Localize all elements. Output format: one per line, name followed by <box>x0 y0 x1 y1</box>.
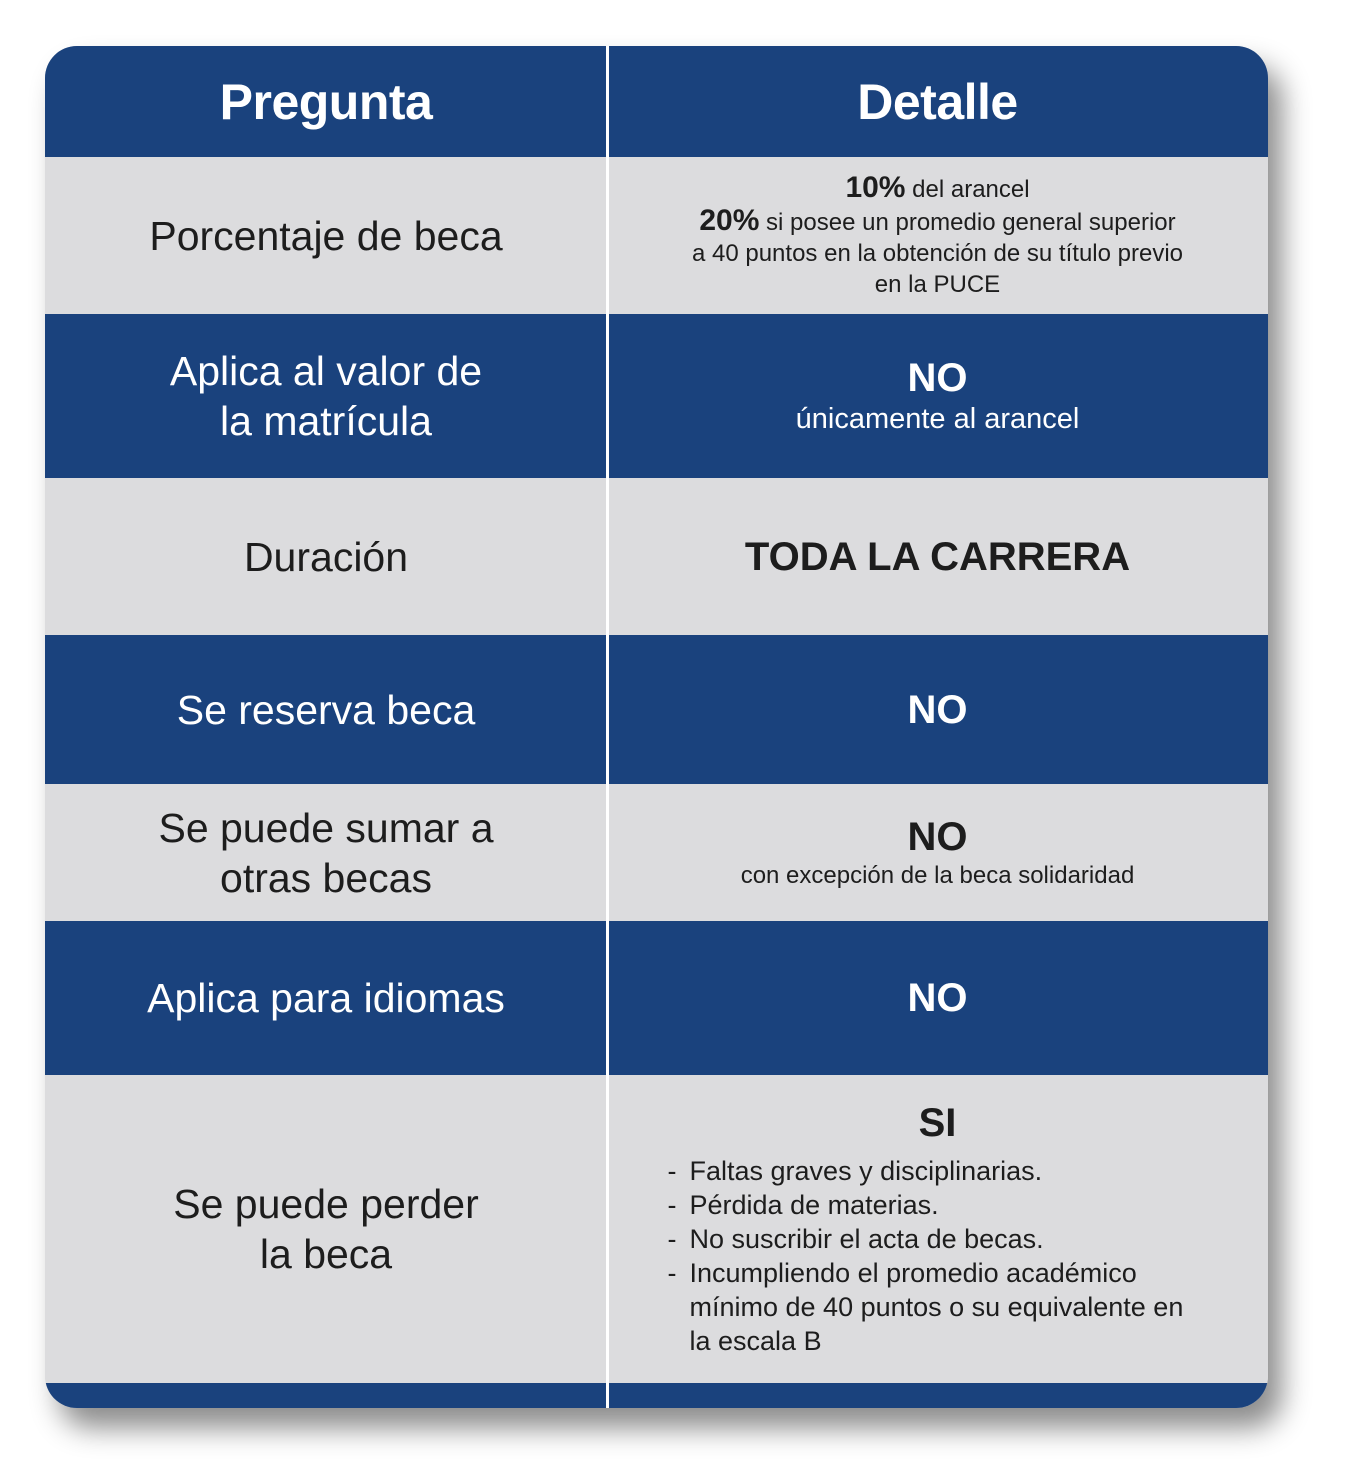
question-text: la matrícula <box>220 398 432 444</box>
row-detail <box>607 921 1268 1075</box>
question-text: Aplica al valor de <box>169 348 483 394</box>
detail-line: a 40 puntos en la obtención de su título previo <box>691 239 1183 267</box>
list-item: - Pérdida de materias. <box>668 1188 1208 1222</box>
answer-text: NO <box>907 976 968 1020</box>
detail-bold: 10% <box>845 170 906 204</box>
scholarship-table <box>45 46 1268 1408</box>
row-question <box>45 157 607 314</box>
table-row <box>45 314 1268 478</box>
detail-line: en la PUCE <box>874 270 1001 298</box>
detail-line <box>699 205 1175 238</box>
table-header <box>45 46 1268 157</box>
header-detalle: Detalle <box>857 73 1018 130</box>
question-text: Aplica para idiomas <box>147 975 505 1021</box>
question-text: la beca <box>259 1231 393 1277</box>
answer-note: con excepción de la beca solidaridad <box>740 862 1135 889</box>
question-text: Se reserva beca <box>176 686 476 733</box>
question-text: Se puede sumar a <box>158 804 494 851</box>
answer-text: NO <box>907 356 968 400</box>
row-question <box>45 635 607 784</box>
table-row <box>45 784 1268 921</box>
row-detail <box>607 478 1268 635</box>
answer-text: NO <box>907 815 968 859</box>
question-text: otras becas <box>220 854 432 901</box>
detail-text: del arancel <box>905 175 1030 203</box>
table-row <box>45 478 1268 635</box>
row-question <box>45 478 607 635</box>
list-item: - No suscribir el acta de becas. <box>668 1222 1208 1256</box>
question-text: Se puede perder <box>173 1181 479 1227</box>
answer-text: NO <box>907 687 968 732</box>
row-detail <box>607 314 1268 478</box>
detail-line <box>845 172 1029 205</box>
table-row <box>45 1075 1268 1383</box>
table-row <box>45 157 1268 314</box>
question-text: Duración <box>243 533 409 580</box>
question-text: Porcentaje de beca <box>149 212 503 259</box>
row-detail <box>607 784 1268 921</box>
answer-text: TODA LA CARRERA <box>744 534 1131 579</box>
column-divider <box>606 46 609 1408</box>
row-question <box>45 314 607 478</box>
row-question <box>45 921 607 1075</box>
answer-note: únicamente al arancel <box>795 403 1080 435</box>
header-pregunta: Pregunta <box>219 73 433 130</box>
row-detail <box>607 635 1268 784</box>
row-question <box>45 784 607 921</box>
list-item: - Incumpliendo el promedio académico mínimo de 40 puntos o su equivalente en la escala B <box>668 1256 1208 1358</box>
table-row <box>45 635 1268 784</box>
row-detail <box>607 157 1268 314</box>
detail-text: si posee un promedio general superior <box>759 208 1176 236</box>
answer-text: SI <box>918 1101 957 1145</box>
table-row <box>45 921 1268 1075</box>
detail-bold: 20% <box>699 203 760 237</box>
loss-conditions-list <box>668 1154 1208 1358</box>
table-footer-band <box>45 1383 1268 1408</box>
list-item: - Faltas graves y disciplinarias. <box>668 1154 1208 1188</box>
row-detail <box>607 1075 1268 1383</box>
row-question <box>45 1075 607 1383</box>
